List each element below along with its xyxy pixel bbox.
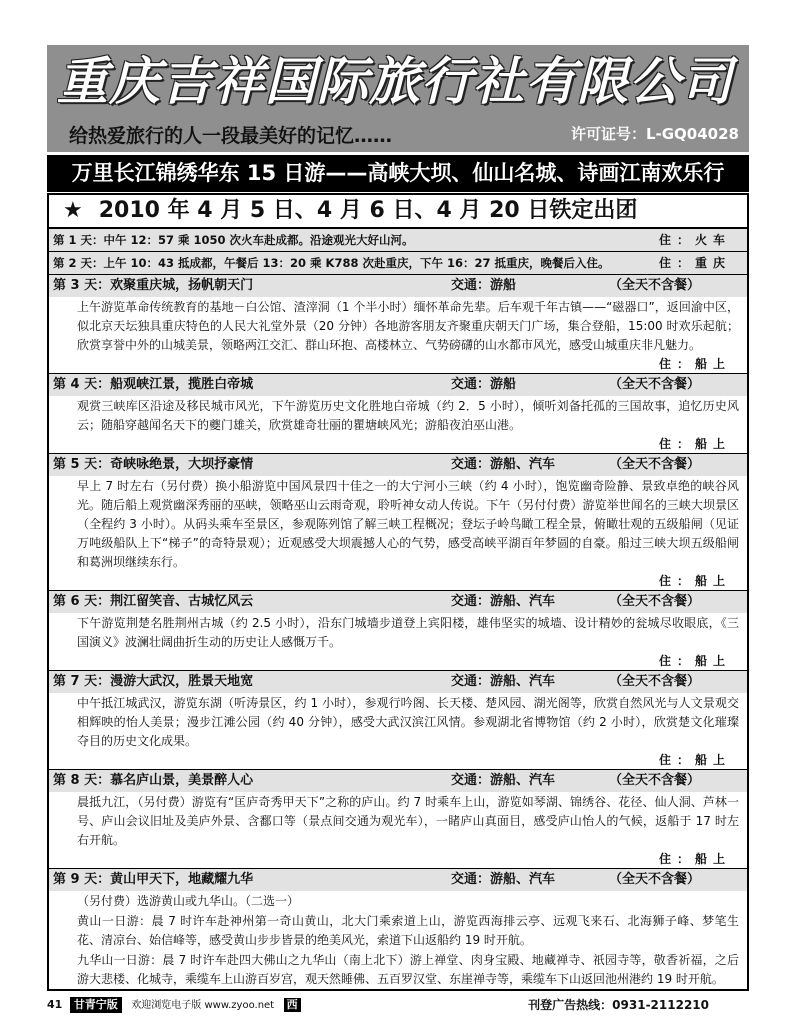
departure-dates-text: 2010 年 4 月 5 日、4 月 6 日、4 月 20 日铁定出团 <box>98 198 638 223</box>
slogan: 给热爱旅行的人一段最美好的记忆…… <box>69 125 393 147</box>
meal-info: （全天不含餐） <box>609 278 701 293</box>
day-header <box>49 671 747 693</box>
region-badge: 西 <box>284 998 301 1012</box>
transport: 交通：游船、汽车 <box>451 457 556 472</box>
accommodation: 住：船上 <box>658 654 731 668</box>
day-header-text: 第 7 天：漫游大武汉，胜景天地宽 <box>53 674 254 689</box>
day-6 <box>49 591 747 671</box>
meal-info: （全天不含餐） <box>609 594 701 609</box>
day-3 <box>49 275 747 374</box>
accommodation: 住：船上 <box>658 574 731 588</box>
day-8 <box>49 770 747 869</box>
day-header-text: 第 3 天：欢聚重庆城，扬帆朝天门 <box>53 278 254 293</box>
license-number: 许可证号：L-GQ04028 <box>570 125 739 143</box>
day-4 <box>49 374 747 454</box>
day-description: 黄山一日游：晨 7 时许车赴神州第一奇山黄山，北大门乘索道上山，游览西海排云亭、远观飞来石、北海狮子峰、梦笔生花、清凉台、始信峰等，感受黄山步步皆景的绝美风光，索道下山返船约 19 时开航。 <box>77 914 739 947</box>
accommodation: 住：船上 <box>658 852 731 866</box>
day-header-text: 第 9 天：黄山甲天下，地藏耀九华 <box>53 872 254 887</box>
transport: 交通：游船、汽车 <box>451 594 556 609</box>
day-description: 早上 7 时左右（另付费）换小船游览中国风景四十佳之一的大宁河小三峡（约 4 小时），饱览幽奇险静、景致卓绝的峡谷风光。随后船上观赏幽深秀丽的巫峡，领略巫山云雨奇观，聆听神女动人传说。下午（另付付费）游览举世闻名的三峡大坝景区（全程约 3 小时）。从码头乘车至景区，参观陈列馆了解三峡工程概况；登坛子岭鸟瞰工程全景，俯瞰壮观的五级船闸（见证万吨级船队上下“梯子”的奇特景观）；近观感受大坝震撼人心的气势，感受高峡平湖百年梦圆的自豪。船过三峡大坝五级船闸和葛洲坝继续东行。 <box>77 479 739 569</box>
optional-note: （另付费）选游黄山或九华山。（二选一） <box>77 894 300 908</box>
star-icon: ★ <box>63 198 83 223</box>
day-description: 晨抵九江，（另付费）游览有“匡庐奇秀甲天下”之称的庐山。约 7 时乘车上山，游览如琴湖、锦绣谷、花径、仙人洞、芦林一号、庐山会议旧址及美庐外景、含鄱口等（景点间交通为观光车），一睹庐山真面目，感受庐山怡人的气候，返船于 17 时左右开航。 <box>77 795 739 847</box>
departure-dates <box>47 193 749 229</box>
day-header-text: 第 1 天：中午 12：57 乘 1050 次火车赴成都。沿途观光大好山河。 <box>53 233 414 247</box>
transport: 交通：游船、汽车 <box>451 773 556 788</box>
day-2 <box>49 252 747 275</box>
accommodation: 住：船上 <box>658 357 731 371</box>
itinerary <box>47 229 749 991</box>
accommodation: 住：火车 <box>658 233 731 247</box>
accommodation: 住：船上 <box>658 753 731 767</box>
day-9 <box>49 869 747 991</box>
company-name: 重庆吉祥国际旅行社有限公司 <box>57 53 734 112</box>
transport: 交通：游船、汽车 <box>451 872 556 887</box>
meal-info: （全天不含餐） <box>609 773 701 788</box>
day-header <box>49 770 747 792</box>
transport: 交通：游船 <box>451 278 517 293</box>
day-header <box>49 591 747 613</box>
meal-info: （全天不含餐） <box>609 872 701 887</box>
tour-title: 万里长江锦绣华东 15 日游——高峡大坝、仙山名城、诗画江南欢乐行 <box>47 155 749 192</box>
day-header <box>49 252 747 274</box>
day-description: 下午游览荆楚名胜荆州古城（约 2.5 小时），沿东门城墙步道登上宾阳楼，雄伟坚实的城墙、设计精妙的瓮城尽收眼底，《三国演义》波澜壮阔曲折生动的历史让人感慨万千。 <box>77 616 739 649</box>
meal-info: （全天不含餐） <box>609 457 701 472</box>
accommodation: 住：船上 <box>658 437 731 451</box>
day-description: 中午抵江城武汉，游览东湖（听涛景区，约 1 小时），参观行吟阁、长天楼、楚风园、湖光阁等，欣赏自然风光与人文景观交相辉映的怡人美景；漫步江滩公园（约 40 分钟），感受大武汉滨江风情。参观湖北省博物馆（约 2 小时），欣赏楚文化璀璨夺目的历史文化成果。 <box>77 696 739 748</box>
day-header-text: 第 8 天：慕名庐山景，美景醉人心 <box>53 773 254 788</box>
day-header <box>49 869 747 891</box>
day-header <box>49 229 747 251</box>
day-1 <box>49 229 747 252</box>
edition-label: 甘青宁版 <box>70 997 122 1013</box>
day-header-text: 第 6 天：荆江留笑音、古城忆风云 <box>53 594 254 609</box>
ad-hotline: 刊登广告热线：0931-2112210 <box>528 998 709 1012</box>
transport: 交通：游船、汽车 <box>451 674 556 689</box>
day-7 <box>49 671 747 770</box>
page-number: 41 <box>47 998 63 1011</box>
day-header-text: 第 4 天：船观峡江景，揽胜白帝城 <box>53 377 254 392</box>
day-5 <box>49 454 747 591</box>
day-header-text: 第 2 天：上午 10：43 抵成都，午餐后 13：20 乘 K788 次赴重庆，下午 16：27 抵重庆，晚餐后入住。 <box>53 256 610 270</box>
meal-info: （全天不含餐） <box>609 377 701 392</box>
day-header-text: 第 5 天：奇峡咏绝景，大坝抒豪情 <box>53 457 254 472</box>
accommodation: 住：重庆 <box>658 256 731 270</box>
day-header <box>49 275 747 297</box>
day-description: 上午游览革命传统教育的基地－白公馆、渣滓洞（1 个半小时）缅怀革命先辈。后车观千年古镇——“磁器口”，返回渝中区，似北京天坛独具重庆特色的人民大礼堂外景（20 分钟）各地游客朋友齐聚重庆朝天门广场，集合登船，15:00 时欢乐起航；欣赏享誉中外的山城美景，领略两江交汇、群山环抱、高楼林立、气势磅礴的山水都市风光，感受山城重庆非凡魅力。 <box>77 300 739 352</box>
day-description-alt: 九华山一日游：晨 7 时许车赴四大佛山之九华山（南上北下）游上禅堂、肉身宝殿、地藏禅寺、祇园寺等，敬香祈福，之后游大悲楼、化城寺，乘缆车上山游百岁宫，观天然睡佛、五百罗汉堂、东崖禅寺等，乘缆车下山返回池州港约 19 时开航。 <box>77 953 739 986</box>
header-banner <box>47 45 749 152</box>
transport: 交通：游船 <box>451 377 517 392</box>
website-text: 欢迎浏览电子版 www.zyoo.net <box>131 1000 275 1011</box>
day-header <box>49 454 747 476</box>
page-footer <box>47 994 749 1016</box>
day-description: 观赏三峡库区沿途及移民城市风光，下午游览历史文化胜地白帝城（约 2．5 小时），倾听刘备托孤的三国故事，追忆历史风云；随船穿越闻名天下的夔门雄关，欣赏雄奇壮丽的瞿塘峡风光；游船夜泊巫山港。 <box>77 399 739 432</box>
meal-info: （全天不含餐） <box>609 674 701 689</box>
day-header <box>49 374 747 396</box>
accommodation <box>49 989 747 991</box>
